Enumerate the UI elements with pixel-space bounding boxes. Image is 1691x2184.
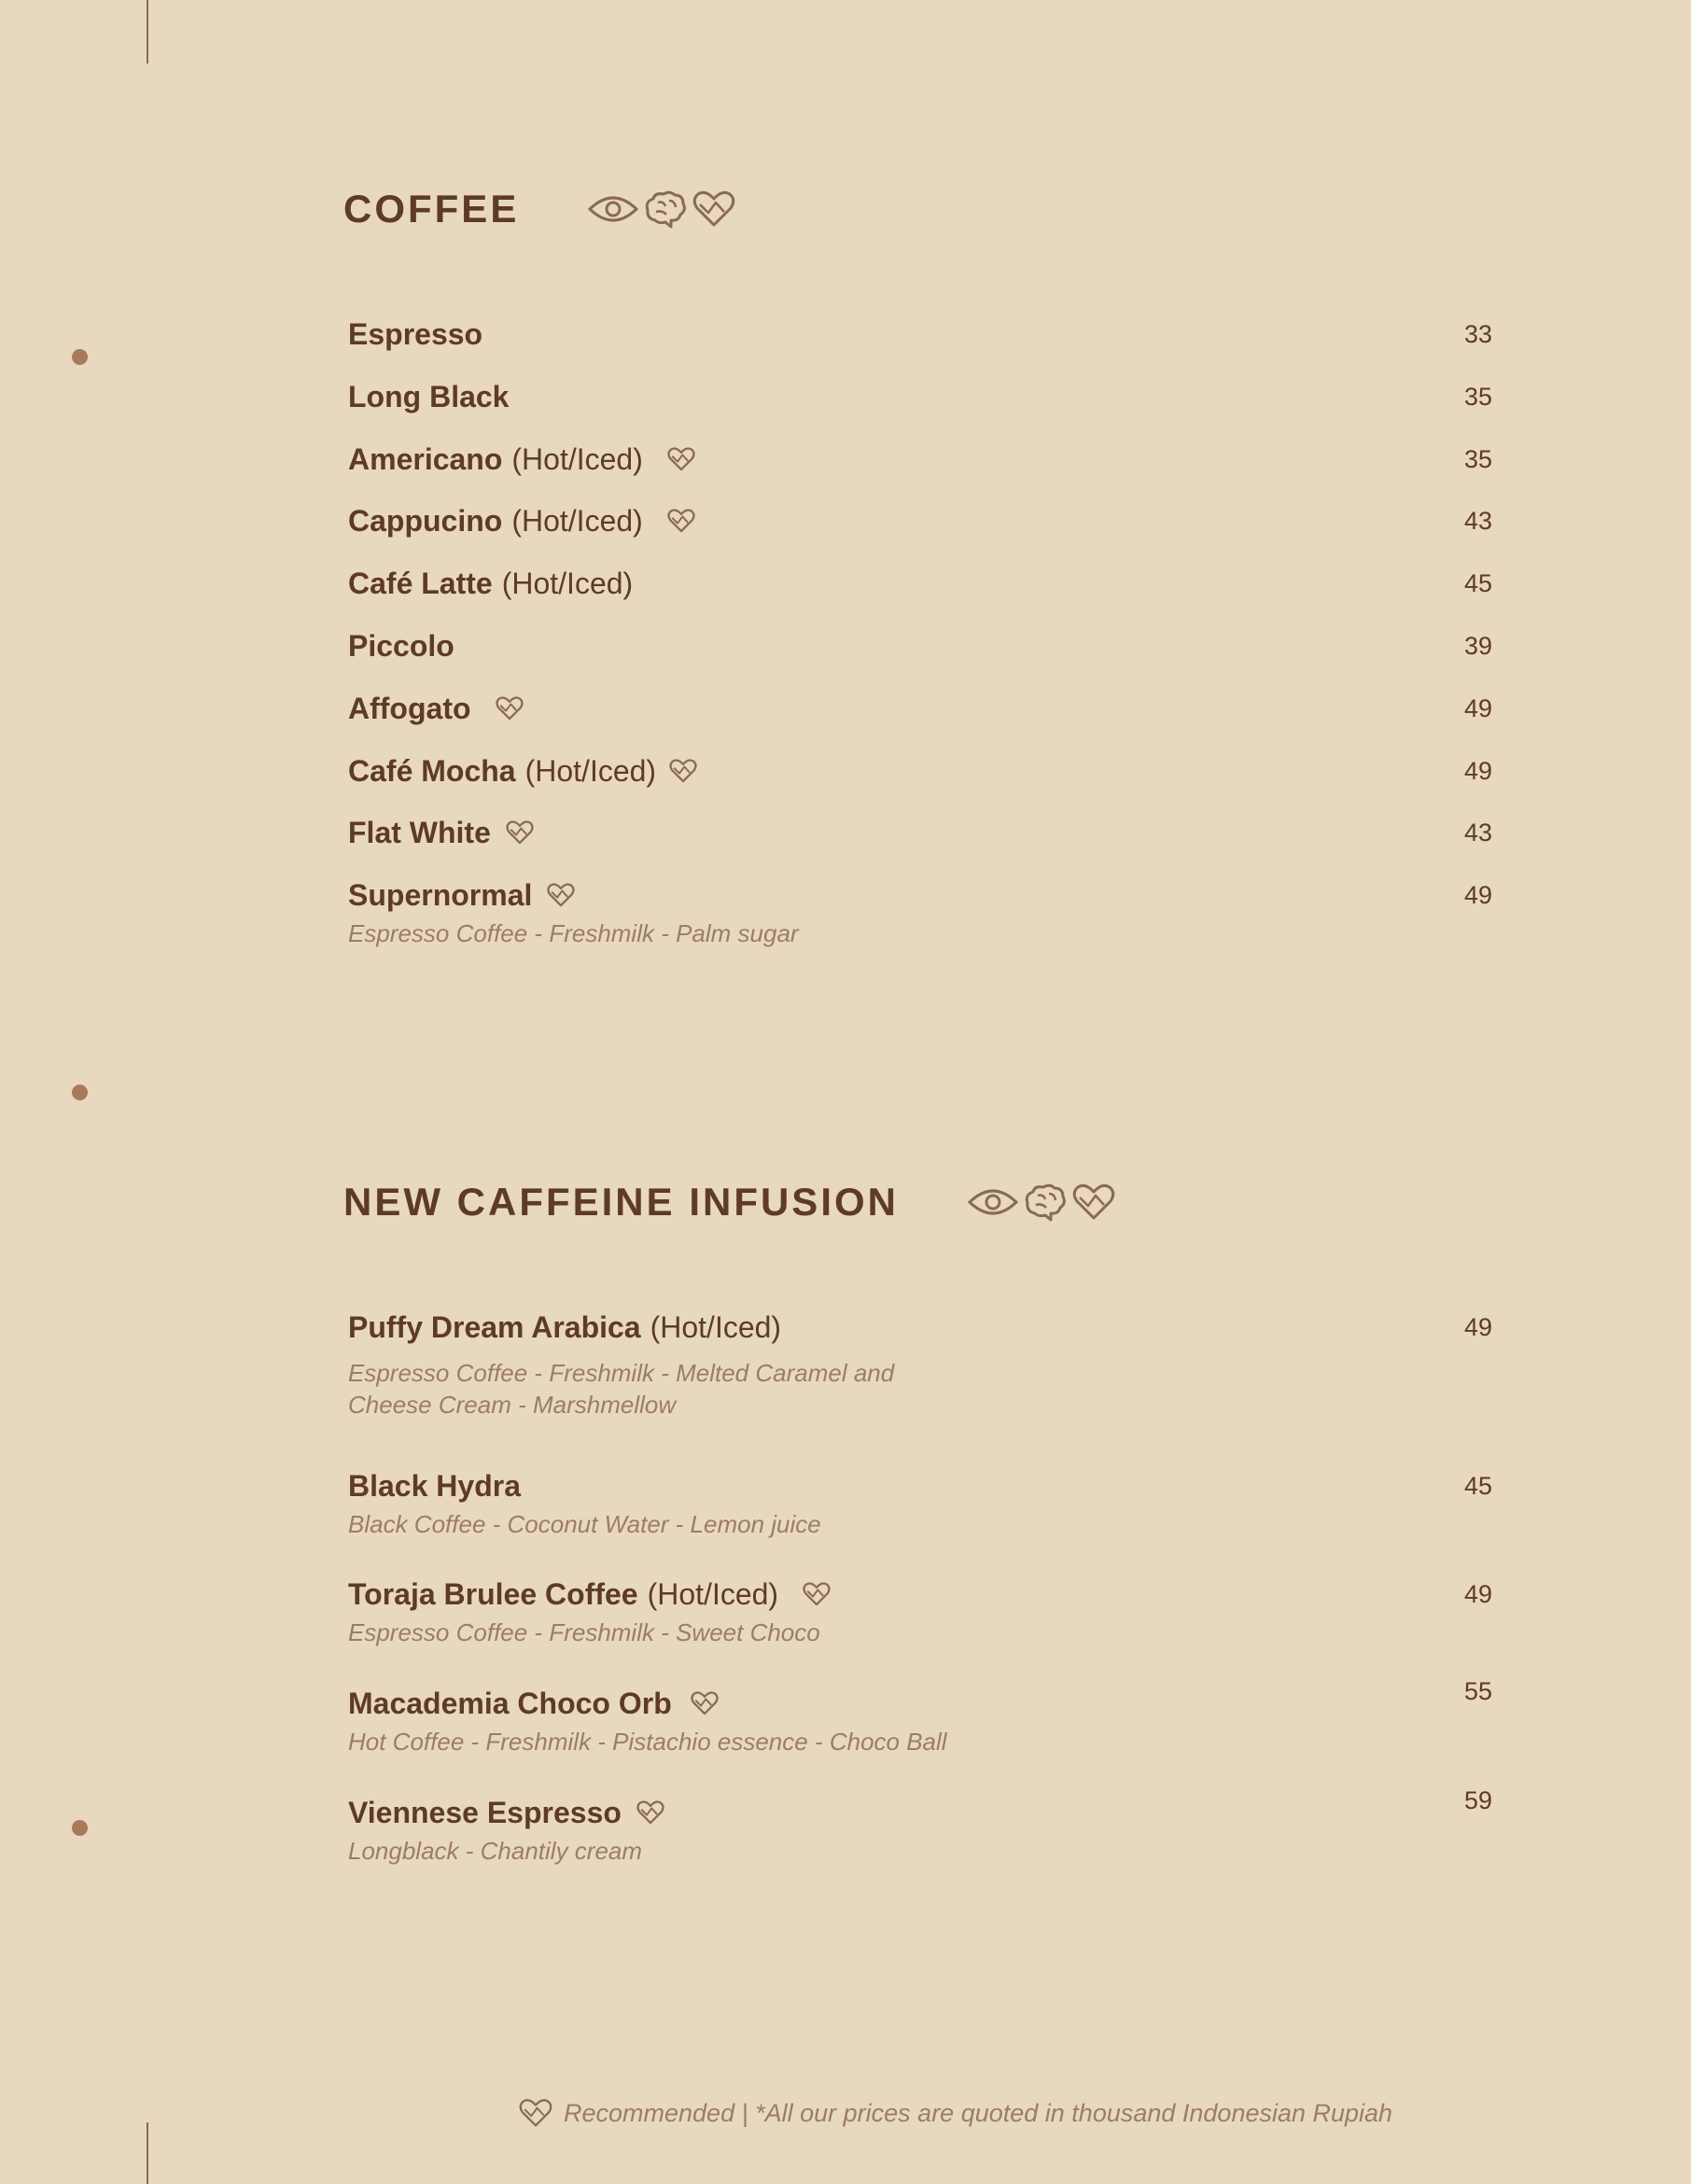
item-price: 33	[1463, 319, 1492, 348]
item-note: (Hot/Iced)	[650, 1309, 782, 1344]
eye-icon	[588, 192, 638, 226]
item-name: Long Black	[348, 379, 510, 413]
item-price: 49	[1463, 1579, 1492, 1608]
item-description	[348, 1357, 992, 1421]
binder-dot	[72, 1085, 88, 1100]
menu-item	[348, 565, 1492, 602]
item-note: (Hot/Iced)	[501, 566, 634, 600]
item-price: 45	[1463, 1471, 1492, 1500]
item-name: Black Hydra	[348, 1468, 521, 1503]
menu-item	[348, 1677, 1492, 1757]
item-description: Black Coffee - Coconut Water - Lemon juice	[348, 1510, 821, 1538]
item-price: 49	[1463, 1312, 1492, 1341]
item-price: 49	[1463, 756, 1492, 785]
section-title: COFFEE	[343, 187, 520, 231]
item-price: 49	[1463, 880, 1492, 909]
recommended-heart-icon	[667, 447, 695, 471]
binder-dot	[72, 349, 88, 365]
item-name: Macademia Choco Orb	[348, 1686, 672, 1720]
menu-item	[348, 876, 1492, 949]
menu-item	[348, 1575, 1492, 1648]
menu-item	[348, 1786, 1492, 1867]
section-title: NEW CAFFEINE INFUSION	[343, 1180, 899, 1224]
recommended-heart-icon	[547, 883, 575, 907]
item-name: Flat White	[348, 815, 491, 849]
item-description: Hot Coffee - Freshmilk - Pistachio essence - Choco Ball	[348, 1728, 947, 1756]
item-price: 35	[1463, 444, 1492, 473]
brain-icon	[1024, 1183, 1067, 1222]
item-name: Piccolo	[348, 628, 454, 663]
item-description: Espresso Coffee - Freshmilk - Sweet Choco	[348, 1618, 820, 1646]
menu-item	[348, 690, 1492, 727]
menu-item	[348, 627, 1492, 665]
item-price: 39	[1463, 631, 1492, 660]
section-header-new-caffeine-infusion	[343, 1180, 1115, 1225]
heart-icon	[519, 2098, 552, 2128]
heart-icon	[692, 190, 735, 228]
item-name: Espresso	[348, 316, 483, 351]
item-price: 59	[1463, 1786, 1492, 1814]
item-note: (Hot/Iced)	[511, 441, 643, 476]
item-name: Café Mocha	[348, 753, 516, 788]
binder-line-top	[147, 0, 148, 63]
footer-note	[519, 2098, 1392, 2128]
recommended-heart-icon	[496, 696, 524, 721]
item-name: Toraja Brulee Coffee	[348, 1576, 638, 1611]
item-name: Café Latte	[348, 566, 493, 600]
item-name: Cappucino	[348, 503, 503, 538]
menu-item	[348, 378, 1492, 415]
binder-line-bottom	[147, 2122, 148, 2184]
brain-icon	[644, 189, 687, 229]
item-price: 43	[1463, 506, 1492, 535]
recommended-heart-icon	[691, 1691, 719, 1715]
item-name: Affogato	[348, 691, 471, 725]
menu-item	[348, 502, 1492, 539]
item-name: Puffy Dream Arabica	[348, 1309, 641, 1344]
section-icons	[968, 1183, 1115, 1222]
recommended-heart-icon	[506, 820, 534, 845]
item-note: (Hot/Iced)	[647, 1576, 779, 1611]
item-description: Longblack - Chantily cream	[348, 1837, 643, 1865]
menu-item	[348, 752, 1492, 790]
item-price: 55	[1463, 1677, 1492, 1705]
item-name: Americano	[348, 441, 503, 476]
menu-item	[348, 441, 1492, 478]
binder-dot	[72, 1820, 88, 1836]
item-description-line: Cheese Cream - Marshmellow	[348, 1391, 677, 1419]
recommended-heart-icon	[803, 1582, 831, 1606]
recommended-heart-icon	[636, 1800, 664, 1825]
item-description-line: Espresso Coffee - Freshmilk - Melted Caramel and	[348, 1359, 895, 1387]
item-note: (Hot/Iced)	[524, 753, 657, 788]
item-name: Supernormal	[348, 877, 533, 912]
menu-item	[348, 315, 1492, 353]
menu-item	[348, 1309, 1492, 1421]
menu-item	[348, 814, 1492, 851]
item-name: Viennese Espresso	[348, 1795, 622, 1829]
item-price: 49	[1463, 693, 1492, 722]
recommended-heart-icon	[667, 509, 695, 533]
section-header-coffee	[343, 187, 735, 231]
item-price: 35	[1463, 382, 1492, 411]
menu-item	[348, 1467, 1492, 1540]
footer-text: Recommended | *All our prices are quoted in thousand Indonesian Rupiah	[564, 2098, 1393, 2127]
recommended-heart-icon	[669, 759, 697, 783]
item-price: 45	[1463, 568, 1492, 597]
item-note: (Hot/Iced)	[511, 503, 643, 538]
eye-icon	[968, 1185, 1018, 1219]
section-icons	[588, 189, 735, 229]
item-price: 43	[1463, 818, 1492, 847]
item-description: Espresso Coffee - Freshmilk - Palm sugar	[348, 919, 799, 947]
heart-icon	[1072, 1183, 1115, 1221]
